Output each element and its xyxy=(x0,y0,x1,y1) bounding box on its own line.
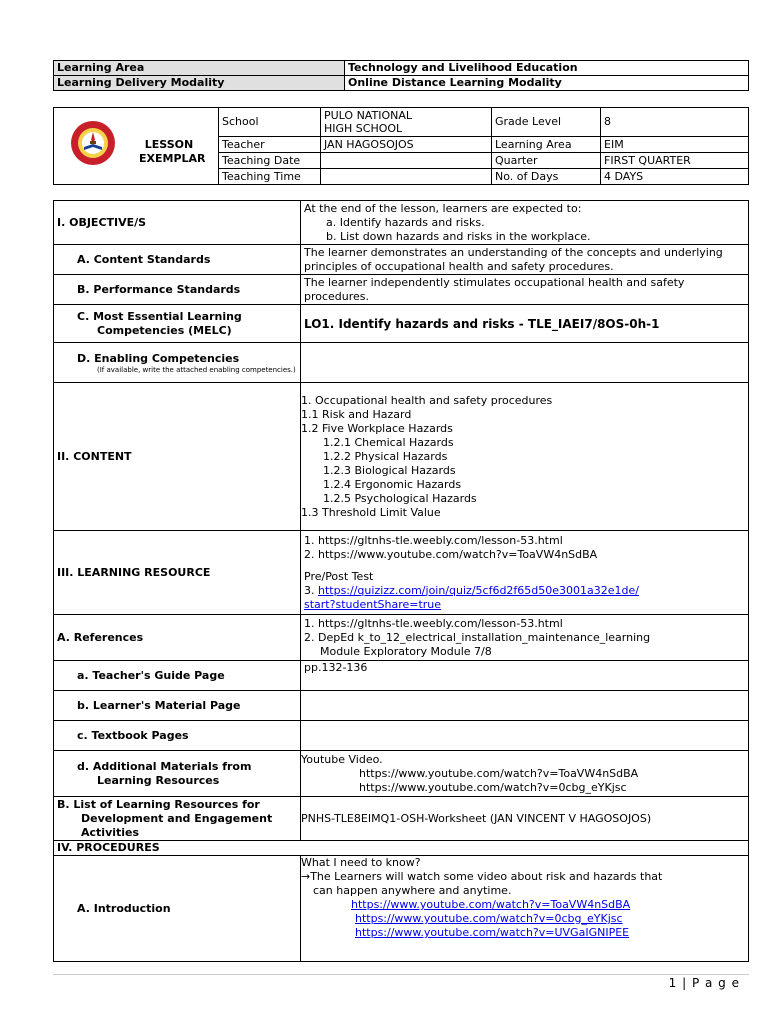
quarter-label: Quarter xyxy=(492,153,601,169)
content-value xyxy=(301,383,749,531)
content-label: II. CONTENT xyxy=(54,383,301,531)
school-value: PULO NATIONAL HIGH SCHOOL xyxy=(321,108,492,137)
list-item: 1.1 Risk and Hazard xyxy=(301,407,412,421)
quarter-value: FIRST QUARTER xyxy=(601,153,749,169)
lesson-plan-table xyxy=(53,200,749,962)
teachers-guide-row xyxy=(54,661,749,691)
additional-materials-label: d. Additional Materials from Learning Resources xyxy=(54,751,301,797)
performance-standards-label: B. Performance Standards xyxy=(54,275,301,305)
header-row-modality xyxy=(54,76,749,91)
melc-label: C. Most Essential Learning Competencies (MELC) xyxy=(54,305,301,343)
melc-row xyxy=(54,305,749,343)
references-value: 1. https://gltnhs-tle.weebly.com/lesson-53.html 2. DepEd k_to_12_electrical_installation_maintenance_learning Module Exploratory Module 7/8 xyxy=(301,615,749,661)
enabling-value xyxy=(301,343,749,383)
teacher-label: Teacher xyxy=(219,137,321,153)
teachers-guide-label: a. Teacher's Guide Page xyxy=(54,661,301,691)
exemplar-label: EXEMPLAR xyxy=(139,152,206,165)
school-seal-icon xyxy=(70,120,116,166)
textbook-value xyxy=(301,721,749,751)
list-item: 1.2.2 Physical Hazards xyxy=(323,449,448,463)
content-standards-value: The learner demonstrates an understanding of the concepts and underlying principles of occupational health and safety procedures. xyxy=(301,245,749,275)
content-standards-row xyxy=(54,245,749,275)
header-value: Online Distance Learning Modality xyxy=(345,76,749,91)
quiz-link[interactable]: https://quizizz.com/join/quiz/5cf6d2f65d50e3001a32e1de/ xyxy=(318,583,639,597)
header-row-learning-area xyxy=(54,61,749,76)
date-value xyxy=(321,153,492,169)
lesson-label: LESSON xyxy=(144,138,194,151)
header-table xyxy=(53,60,749,91)
enabling-row xyxy=(54,343,749,383)
grade-value: 8 xyxy=(601,108,749,137)
procedures-label: IV. PROCEDURES xyxy=(54,841,749,856)
textbook-row xyxy=(54,721,749,751)
list-resources-value: PNHS-TLE8EIMQ1-OSH-Worksheet (JAN VINCENT V HAGOSOJOS) xyxy=(301,797,749,841)
header-label: Learning Delivery Modality xyxy=(54,76,345,91)
time-label: Teaching Time xyxy=(219,169,321,185)
melc-value: LO1. Identify hazards and risks - TLE_IAEI7/8OS-0h-1 xyxy=(301,305,749,343)
performance-standards-row xyxy=(54,275,749,305)
list-item: 1.2 Five Workplace Hazards xyxy=(301,421,453,435)
list-item: 1.2.1 Chemical Hazards xyxy=(323,435,454,449)
area-value: EIM xyxy=(601,137,749,153)
content-row xyxy=(54,383,749,531)
list-item: 1.2.3 Biological Hazards xyxy=(323,463,456,477)
learning-resource-value: 1. https://gltnhs-tle.weebly.com/lesson-53.html 2. https://www.youtube.com/watch?v=ToaVW4nSdBA Pre/Post Test 3. https://quizizz.com/join/quiz/5cf6d2f65d50e3001a32e1de/ start?studentShare=true xyxy=(301,531,749,615)
references-label: A. References xyxy=(54,615,301,661)
list-item: 1.2.4 Ergonomic Hazards xyxy=(323,477,462,491)
enabling-label: D. Enabling Competencies (If available, write the attached enabling competencies.) xyxy=(54,343,301,383)
objectives-value: At the end of the lesson, learners are expected to: a. Identify hazards and risks. b. List down hazards and risks in the workplace. xyxy=(301,201,749,245)
list-resources-label: B. List of Learning Resources for Development and Engagement Activities xyxy=(54,797,301,841)
references-row xyxy=(54,615,749,661)
days-value: 4 DAYS xyxy=(601,169,749,185)
learning-resource-row xyxy=(54,531,749,615)
learning-resource-label: III. LEARNING RESOURCE xyxy=(54,531,301,615)
footer-divider xyxy=(53,974,749,975)
time-value xyxy=(321,169,492,185)
header-label: Learning Area xyxy=(54,61,345,76)
procedures-row xyxy=(54,841,749,856)
textbook-label: c. Textbook Pages xyxy=(54,721,301,751)
lesson-info-table xyxy=(53,107,749,185)
days-label: No. of Days xyxy=(492,169,601,185)
school-label: School xyxy=(219,108,321,137)
additional-materials-value: Youtube Video. https://www.youtube.com/watch?v=ToaVW4nSdBA https://www.youtube.com/watch?v=0cbg_eYKjsc xyxy=(301,751,749,797)
video-link[interactable]: https://www.youtube.com/watch?v=UVGaIGNIPEE xyxy=(355,926,630,939)
introduction-label: A. Introduction xyxy=(54,856,301,962)
introduction-value: What I need to know? →The Learners will watch some video about risk and hazards that can happen anywhere and anytime. https://www.youtube.com/watch?v=ToaVW4nSdBA https://www.youtube.com/watch?v=0cbg_eYKjsc https://www.youtube.com/watch?v=UVGaIGNIPEE xyxy=(301,856,749,962)
performance-standards-value: The learner independently stimulates occupational health and safety procedures. xyxy=(301,275,749,305)
additional-materials-row xyxy=(54,751,749,797)
objectives-label: I. OBJECTIVE/S xyxy=(54,201,301,245)
header-value: Technology and Livelihood Education xyxy=(345,61,749,76)
quiz-link-cont[interactable]: start?studentShare=true xyxy=(304,597,442,611)
teacher-value: JAN HAGOSOJOS xyxy=(321,137,492,153)
list-item: 1. Occupational health and safety procedures xyxy=(301,393,553,407)
video-link[interactable]: https://www.youtube.com/watch?v=ToaVW4nSdBA xyxy=(351,898,631,911)
list-item: 1.3 Threshold Limit Value xyxy=(301,505,441,519)
video-link[interactable]: https://www.youtube.com/watch?v=0cbg_eYKjsc xyxy=(355,912,623,925)
learners-material-label: b. Learner's Material Page xyxy=(54,691,301,721)
page-number: 1 | P a g e xyxy=(668,976,740,990)
date-label: Teaching Date xyxy=(219,153,321,169)
grade-label: Grade Level xyxy=(492,108,601,137)
area-label: Learning Area xyxy=(492,137,601,153)
objectives-row xyxy=(54,201,749,245)
teachers-guide-value: pp.132-136 xyxy=(301,661,749,691)
learners-material-row xyxy=(54,691,749,721)
list-resources-row xyxy=(54,797,749,841)
logo-cell xyxy=(54,108,219,185)
introduction-row xyxy=(54,856,749,962)
content-standards-label: A. Content Standards xyxy=(54,245,301,275)
learners-material-value xyxy=(301,691,749,721)
list-item: 1.2.5 Psychological Hazards xyxy=(323,491,477,505)
